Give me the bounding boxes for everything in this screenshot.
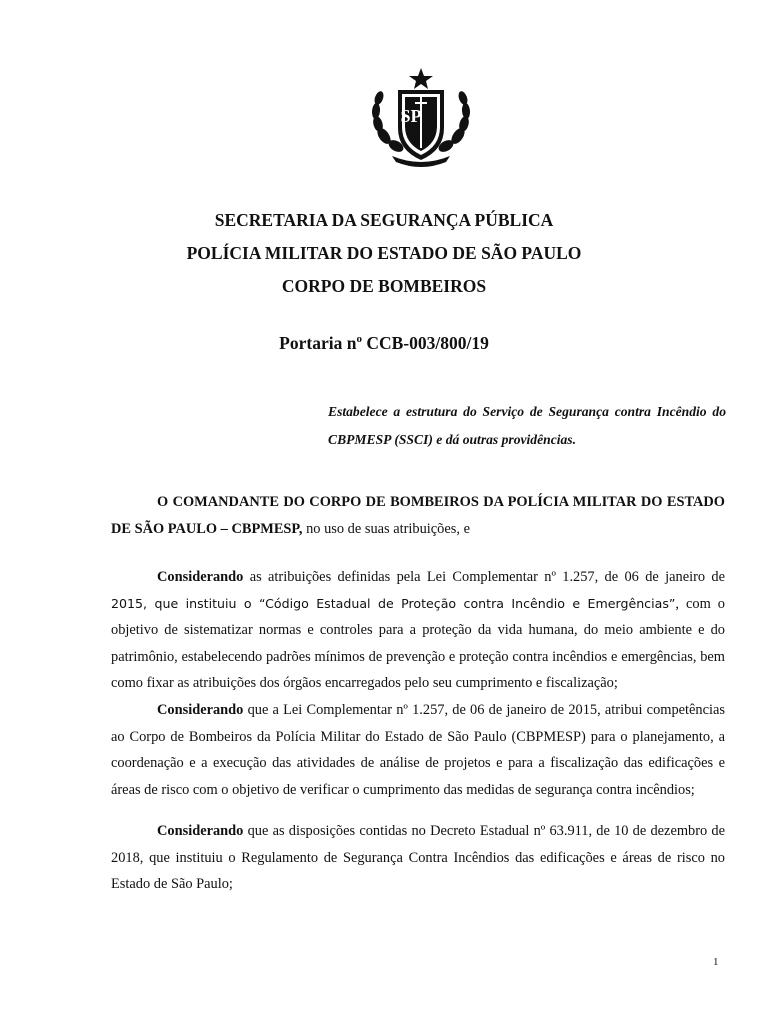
portaria-title [0,329,768,353]
emblem-letters: SP [400,106,422,126]
portaria-superscript: o [356,333,362,345]
preamble-rest: no uso de suas atribuições, e [302,520,470,537]
considerando-text: , com o objetivo de sistematizar normas e controles para a proteção da vida humana, do meio ambiente e do patrimônio, estabelecendo padrões mínimos de prevenção e proteção contra incêndios e emergências, bem como fixar as atribuições dos órgãos encarregados pelo seu cumprimento e fiscalização; [111,595,726,691]
sao-paulo-coat-of-arms [362,66,480,168]
portaria-number: CCB-003/800/19 [361,332,489,353]
considerando-paragraph-1 [111,564,725,697]
considerando-lead: Considerando [157,702,244,718]
header-corpo-bombeiros: CORPO DE BOMBEIROS [281,276,487,296]
considerando-paragraph-2 [111,697,725,803]
considerando-text: que a Lei Complementar nº 1.257, de 06 de janeiro de 2015, atribui competências ao Corpo de Bombeiros da Polícia Militar do Estado de São Paulo (CBPMESP) para o planejamento, a coordenação e a execução das atividades de análise de projetos e para a fiscalização das edificações e áreas de risco com o objetivo de verificar o cumprimento das medidas de segurança contra incêndios; [111,702,725,798]
header-policia-militar: POLÍCIA MILITAR DO ESTADO DE SÃO PAULO [186,243,582,263]
header-secretaria: SECRETARIA DA SEGURANÇA PÚBLICA [214,210,554,230]
considerando-lead: Considerando [157,823,244,839]
considerando-text: as atribuições definidas pela Lei Complementar nº 1.257, de 06 de janeiro de [243,569,725,585]
considerando-lead: Considerando [157,569,244,585]
considerando-paragraph-3 [111,818,725,898]
preamble-paragraph [111,489,725,542]
page-number: 1 [713,956,719,968]
considerando-text: que as disposições contidas no Decreto Estadual nº 63.911, de 10 de dezembro de 2018, que instituiu o Regulamento de Segurança Contra Incêndios das edificações e áreas de risco no Estado de São Paulo; [111,823,725,892]
ementa: Estabelece a estrutura do Serviço de Segurança contra Incêndio do CBPMESP (SSCI) e dá outras providências. [328,404,726,447]
preamble-bold: O COMANDANTE DO CORPO DE BOMBEIROS DA POLÍCIA MILITAR DO ESTADO DE SÃO PAULO – CBPMESP, [111,494,725,537]
portaria-prefix: Portaria n [279,332,357,353]
considerando-text-sans: 2015, que instituiu o “Código Estadual de Proteção contra Incêndio e Emergências” [111,595,676,611]
coat-of-arms-icon [362,66,480,168]
